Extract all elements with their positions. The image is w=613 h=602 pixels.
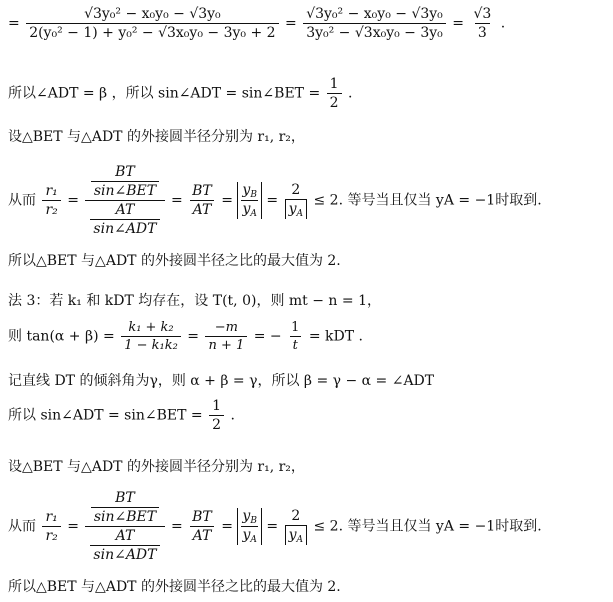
tan-lead: 则 tan(α + β) = (8, 328, 115, 345)
tan-end: = kDT . (308, 328, 363, 345)
abs-ratio-1 (237, 182, 262, 219)
sin-bet-1: sin∠BET (91, 181, 159, 199)
equation-ratio-2: 从而 $\frac{\text{r₁}}{\text{r₂}}$ = $\frac{\frac{BT}{\text{sin∠BET}}}{\frac{AT}{\text{sin∠ADT}}}$ = $\frac{BT}{AT}$ = $\frac{y_B}{y_A}$ = $\frac{2}{y_A}$ ≤ 2. 等号当且仅当 yA = −1时取到. (8, 490, 542, 563)
compound-fraction-2 (85, 490, 164, 563)
half-num-2: 1 (212, 398, 221, 414)
tan-f2n: −m (214, 320, 238, 335)
sin-bet-2: sin∠BET (91, 507, 159, 525)
numerator-3: √3 (473, 6, 492, 22)
sin-adt-2: sin∠ADT (90, 545, 159, 563)
bt-3: BT (115, 490, 135, 506)
equation-tan: 则 tan(α + β) = $\frac{\text{k₁ + k₂}}{\text{1 − k₁k₂}}$ = $\frac{-m}{n + 1}$ = − $\frac{1}{t}$ = kDT . (8, 320, 363, 353)
bt-2: BT (192, 183, 212, 199)
lead-2: 从而 (8, 518, 36, 535)
tan-f1d: 1 − k₁k₂ (121, 336, 181, 353)
r2-1: r₂ (42, 200, 60, 218)
tan-f1n: k₁ + k₂ (128, 320, 174, 335)
r1-1: r₁ (45, 183, 58, 199)
compound-fraction-1 (85, 164, 164, 237)
fraction-1 (26, 6, 278, 41)
ya-abs-1: $y_A$ (285, 199, 307, 219)
bt-1: BT (115, 164, 135, 180)
tan-f3n: 1 (291, 320, 300, 335)
bt-over-sin-1 (91, 164, 159, 199)
at-2: AT (190, 200, 215, 218)
lead-1: 从而 (8, 192, 36, 209)
bt-4: BT (192, 509, 212, 525)
fraction-2 (303, 6, 446, 41)
line-10-text: 设△BET 与△ADT 的外接圆半径分别为 r₁, r₂， (8, 459, 305, 475)
tail-1: ≤ 2. 等号当且仅当 yA = −1时取到. (313, 192, 542, 209)
line-max-2 (8, 576, 341, 596)
at-over-sin-1 (90, 202, 159, 237)
line-5-text: 所以△BET 与△ADT 的外接圆半径之比的最大值为 2. (8, 253, 341, 269)
tan-frac-1 (121, 320, 181, 353)
yb-1: $y_B$ (242, 182, 257, 200)
line-2-text: 所以∠ADT = β ，所以 sin∠ADT = sin∠BET = (8, 85, 321, 102)
two-over-ya-1 (285, 182, 307, 219)
at-4: AT (190, 526, 215, 544)
fraction-3 (470, 6, 494, 41)
fraction-half-2 (209, 398, 224, 433)
at-over-sin-2 (90, 528, 159, 563)
compound-den-2 (85, 526, 164, 563)
denominator-3: 3 (475, 23, 490, 41)
bt-at-1 (189, 183, 215, 218)
equation-ratio-1: 从而 $\frac{\text{r₁}}{\text{r₂}}$ = $\frac{\frac{BT}{\text{sin∠BET}}}{\frac{AT}{\text{sin∠ADT}}}$ = $\frac{BT}{AT}$ = $\frac{y_B}{y_A}$ = $\frac{2}{y_A}$ ≤ 2. 等号当且仅当 yA = −1时取到. (8, 164, 542, 237)
denominator-1: 2(y₀² − 1) + y₀² − √3x₀y₀ − 3y₀ + 2 (26, 23, 278, 41)
ratio-r-2 (42, 509, 60, 544)
line-9-text: 所以 sin∠ADT = sin∠BET = (8, 407, 203, 424)
line-method-3 (8, 290, 381, 310)
denominator-2: 3y₀² − √3x₀y₀ − 3y₀ (303, 23, 446, 41)
equation-top: = $\frac{\text{√3y₀² − x₀y₀ − √3y₀}}{\text{2(y₀² − 1) + y₀² − √3x₀y₀ − 3y₀ + 2}}$ = $\frac{\text{√3y₀² − x₀y₀ − √3y₀}}{\text{3y₀² − √3x₀y₀ − 3y₀}}$ = $\frac{√3}{3}$ . (8, 6, 506, 41)
numerator-1: √3y₀² − x₀y₀ − √3y₀ (84, 6, 221, 22)
period-2: . (230, 407, 235, 424)
bt-over-sin-2 (91, 490, 159, 525)
line-sin-equal (8, 398, 235, 433)
bt-at-2 (189, 509, 215, 544)
line-angle-equal (8, 76, 352, 111)
two-2: 2 (291, 508, 301, 524)
half-den-1: 2 (327, 93, 342, 111)
abs-ratio-2 (237, 508, 262, 545)
line-12-text: 所以△BET 与△ADT 的外接圆半径之比的最大值为 2. (8, 579, 341, 595)
line-8-text: 记直线 DT 的倾斜角为γ，则 α + β = γ，所以 β = γ − α = ∠ADT (8, 373, 435, 389)
compound-den-1 (85, 200, 164, 237)
line-3-text: 设△BET 与△ADT 的外接圆半径分别为 r₁, r₂， (8, 129, 305, 145)
ya-abs-2: $y_A$ (285, 525, 307, 545)
tan-frac-2 (205, 320, 247, 353)
compound-num-2 (86, 490, 164, 526)
tan-mid: = − (253, 328, 282, 345)
fraction-half-1 (327, 76, 342, 111)
at-1: AT (115, 202, 135, 218)
ratio-r-1 (42, 183, 60, 218)
tan-f2d: n + 1 (205, 336, 247, 353)
ya-2: $y_A$ (242, 527, 257, 545)
line-max-1 (8, 250, 341, 270)
compound-num-1 (86, 164, 164, 200)
line-radius-def-1 (8, 126, 305, 146)
numerator-2: √3y₀² − x₀y₀ − √3y₀ (306, 6, 443, 22)
tail-2: ≤ 2. 等号当且仅当 yA = −1时取到. (313, 518, 542, 535)
tan-frac-3 (288, 320, 302, 353)
half-den-2: 2 (209, 415, 224, 433)
line-incline (8, 370, 434, 390)
two-1: 2 (291, 182, 301, 198)
line-6-text: 法 3：若 k₁ 和 kDT 均存在，设 T(t, 0)，则 mt − n = 1， (8, 293, 381, 309)
line-radius-def-2 (8, 456, 305, 476)
half-num-1: 1 (329, 76, 339, 92)
period-1: . (348, 85, 353, 102)
sin-adt-1: sin∠ADT (90, 219, 159, 237)
r1-2: r₁ (45, 509, 58, 525)
two-over-ya-2 (285, 508, 307, 545)
ya-1: $y_A$ (242, 201, 257, 219)
yb-2: $y_B$ (242, 508, 257, 526)
tan-f3d: t (290, 336, 301, 353)
r2-2: r₂ (42, 526, 60, 544)
at-3: AT (115, 528, 135, 544)
